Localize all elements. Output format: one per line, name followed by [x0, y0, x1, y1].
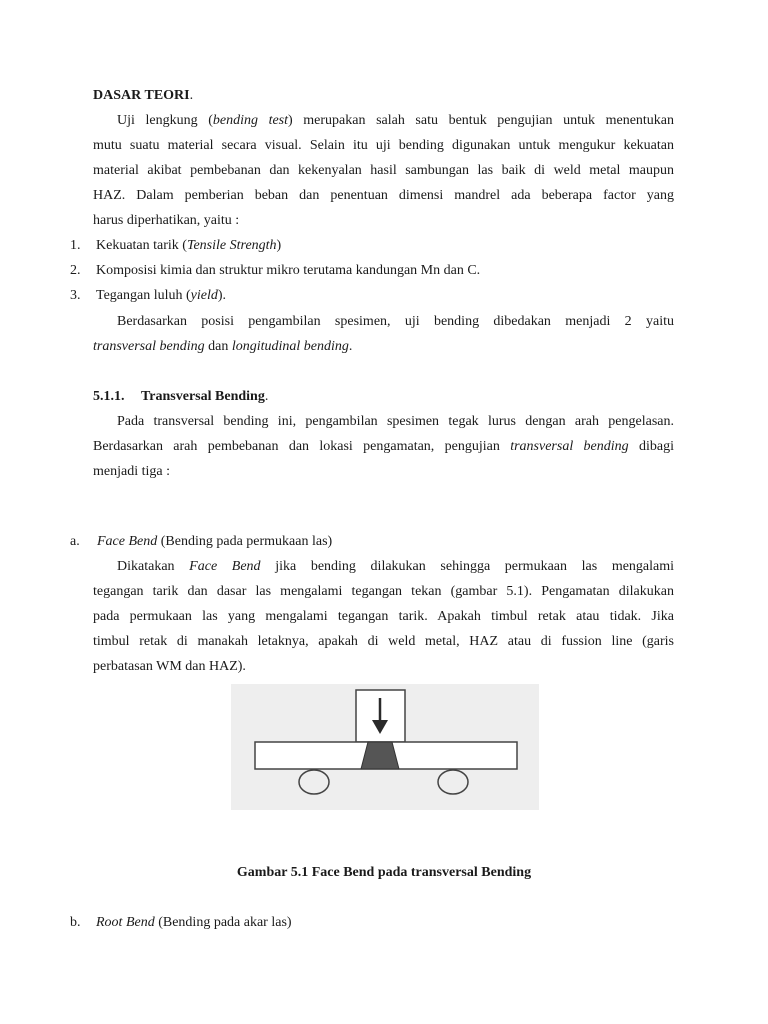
item-b-letter: b.	[70, 915, 81, 930]
position-line-1: Berdasarkan posisi pengambilan spesimen, uji bending dibedakan menjadi 2 yaitu	[117, 314, 674, 329]
factor-item: Komposisi kimia dan struktur mikro terutama kandungan Mn dan C.	[96, 263, 481, 278]
face-bend-diagram	[231, 684, 539, 810]
figure-caption: Gambar 5.1 Face Bend pada transversal Bending	[236, 865, 532, 880]
item-a-letter: a.	[70, 534, 80, 549]
transversal-line-1: Pada transversal bending ini, pengambilan spesimen tegak lurus dengan arah pengelasan.	[117, 414, 674, 429]
heading-title: DASAR TEORI	[93, 88, 190, 103]
intro-line-3: material akibat pembebanan dan kekenyalan hasil sambungan las baik di weld metal maupun	[93, 163, 674, 178]
factor-item: Kekuatan tarik (Tensile Strength)	[96, 238, 282, 253]
factor-number: 3.	[70, 288, 81, 303]
face-bend-line-1: Dikatakan Face Bend jika bending dilakukan sehingga permukaan las mengalami	[117, 559, 675, 574]
factor-item: Tegangan luluh (yield).	[96, 288, 227, 303]
weld-bead	[361, 742, 399, 769]
factor-number: 1.	[70, 238, 81, 253]
item-a-title: Face Bend (Bending pada permukaan las)	[97, 534, 333, 549]
face-bend-figure	[231, 684, 539, 810]
intro-line-2: mutu suatu material secara visual. Selain itu uji bending digunakan untuk mengukur kekuatan	[93, 138, 674, 153]
face-bend-line-4: timbul retak di manakah letaknya, apakah di weld metal, HAZ atau di fussion line (garis	[93, 634, 674, 649]
subsection-number: 5.1.1.	[93, 389, 125, 404]
intro-line-4: HAZ. Dalam pemberian beban dan penentuan dimensi mandrel ada beberapa factor yang	[93, 188, 674, 203]
position-line-2: transversal bending dan longitudinal bending.	[93, 339, 353, 354]
face-bend-line-3: pada permukaan las yang mengalami tegangan tarik. Apakah timbul retak atau tidak. Jika	[93, 609, 674, 624]
right-roller-support	[438, 770, 468, 794]
transversal-line-3: menjadi tiga :	[93, 464, 170, 479]
left-roller-support	[299, 770, 329, 794]
intro-line-5: harus diperhatikan, yaitu :	[93, 213, 240, 228]
face-bend-line-2: tegangan tarik dan dasar las mengalami tegangan tekan (gambar 5.1). Pengamatan dilakukan	[93, 584, 674, 599]
item-b-title: Root Bend (Bending pada akar las)	[96, 915, 292, 930]
subsection-title: Transversal Bending.	[141, 389, 269, 404]
face-bend-line-5: perbatasan WM dan HAZ).	[93, 659, 246, 674]
section-heading: DASAR TEORI.	[93, 88, 194, 103]
transversal-line-2: Berdasarkan arah pembebanan dan lokasi pengamatan, pengujian transversal bending dibagi	[93, 439, 674, 454]
factor-number: 2.	[70, 263, 81, 278]
intro-line-1: Uji lengkung (bending test) merupakan salah satu bentuk pengujian untuk menentukan	[117, 113, 675, 128]
